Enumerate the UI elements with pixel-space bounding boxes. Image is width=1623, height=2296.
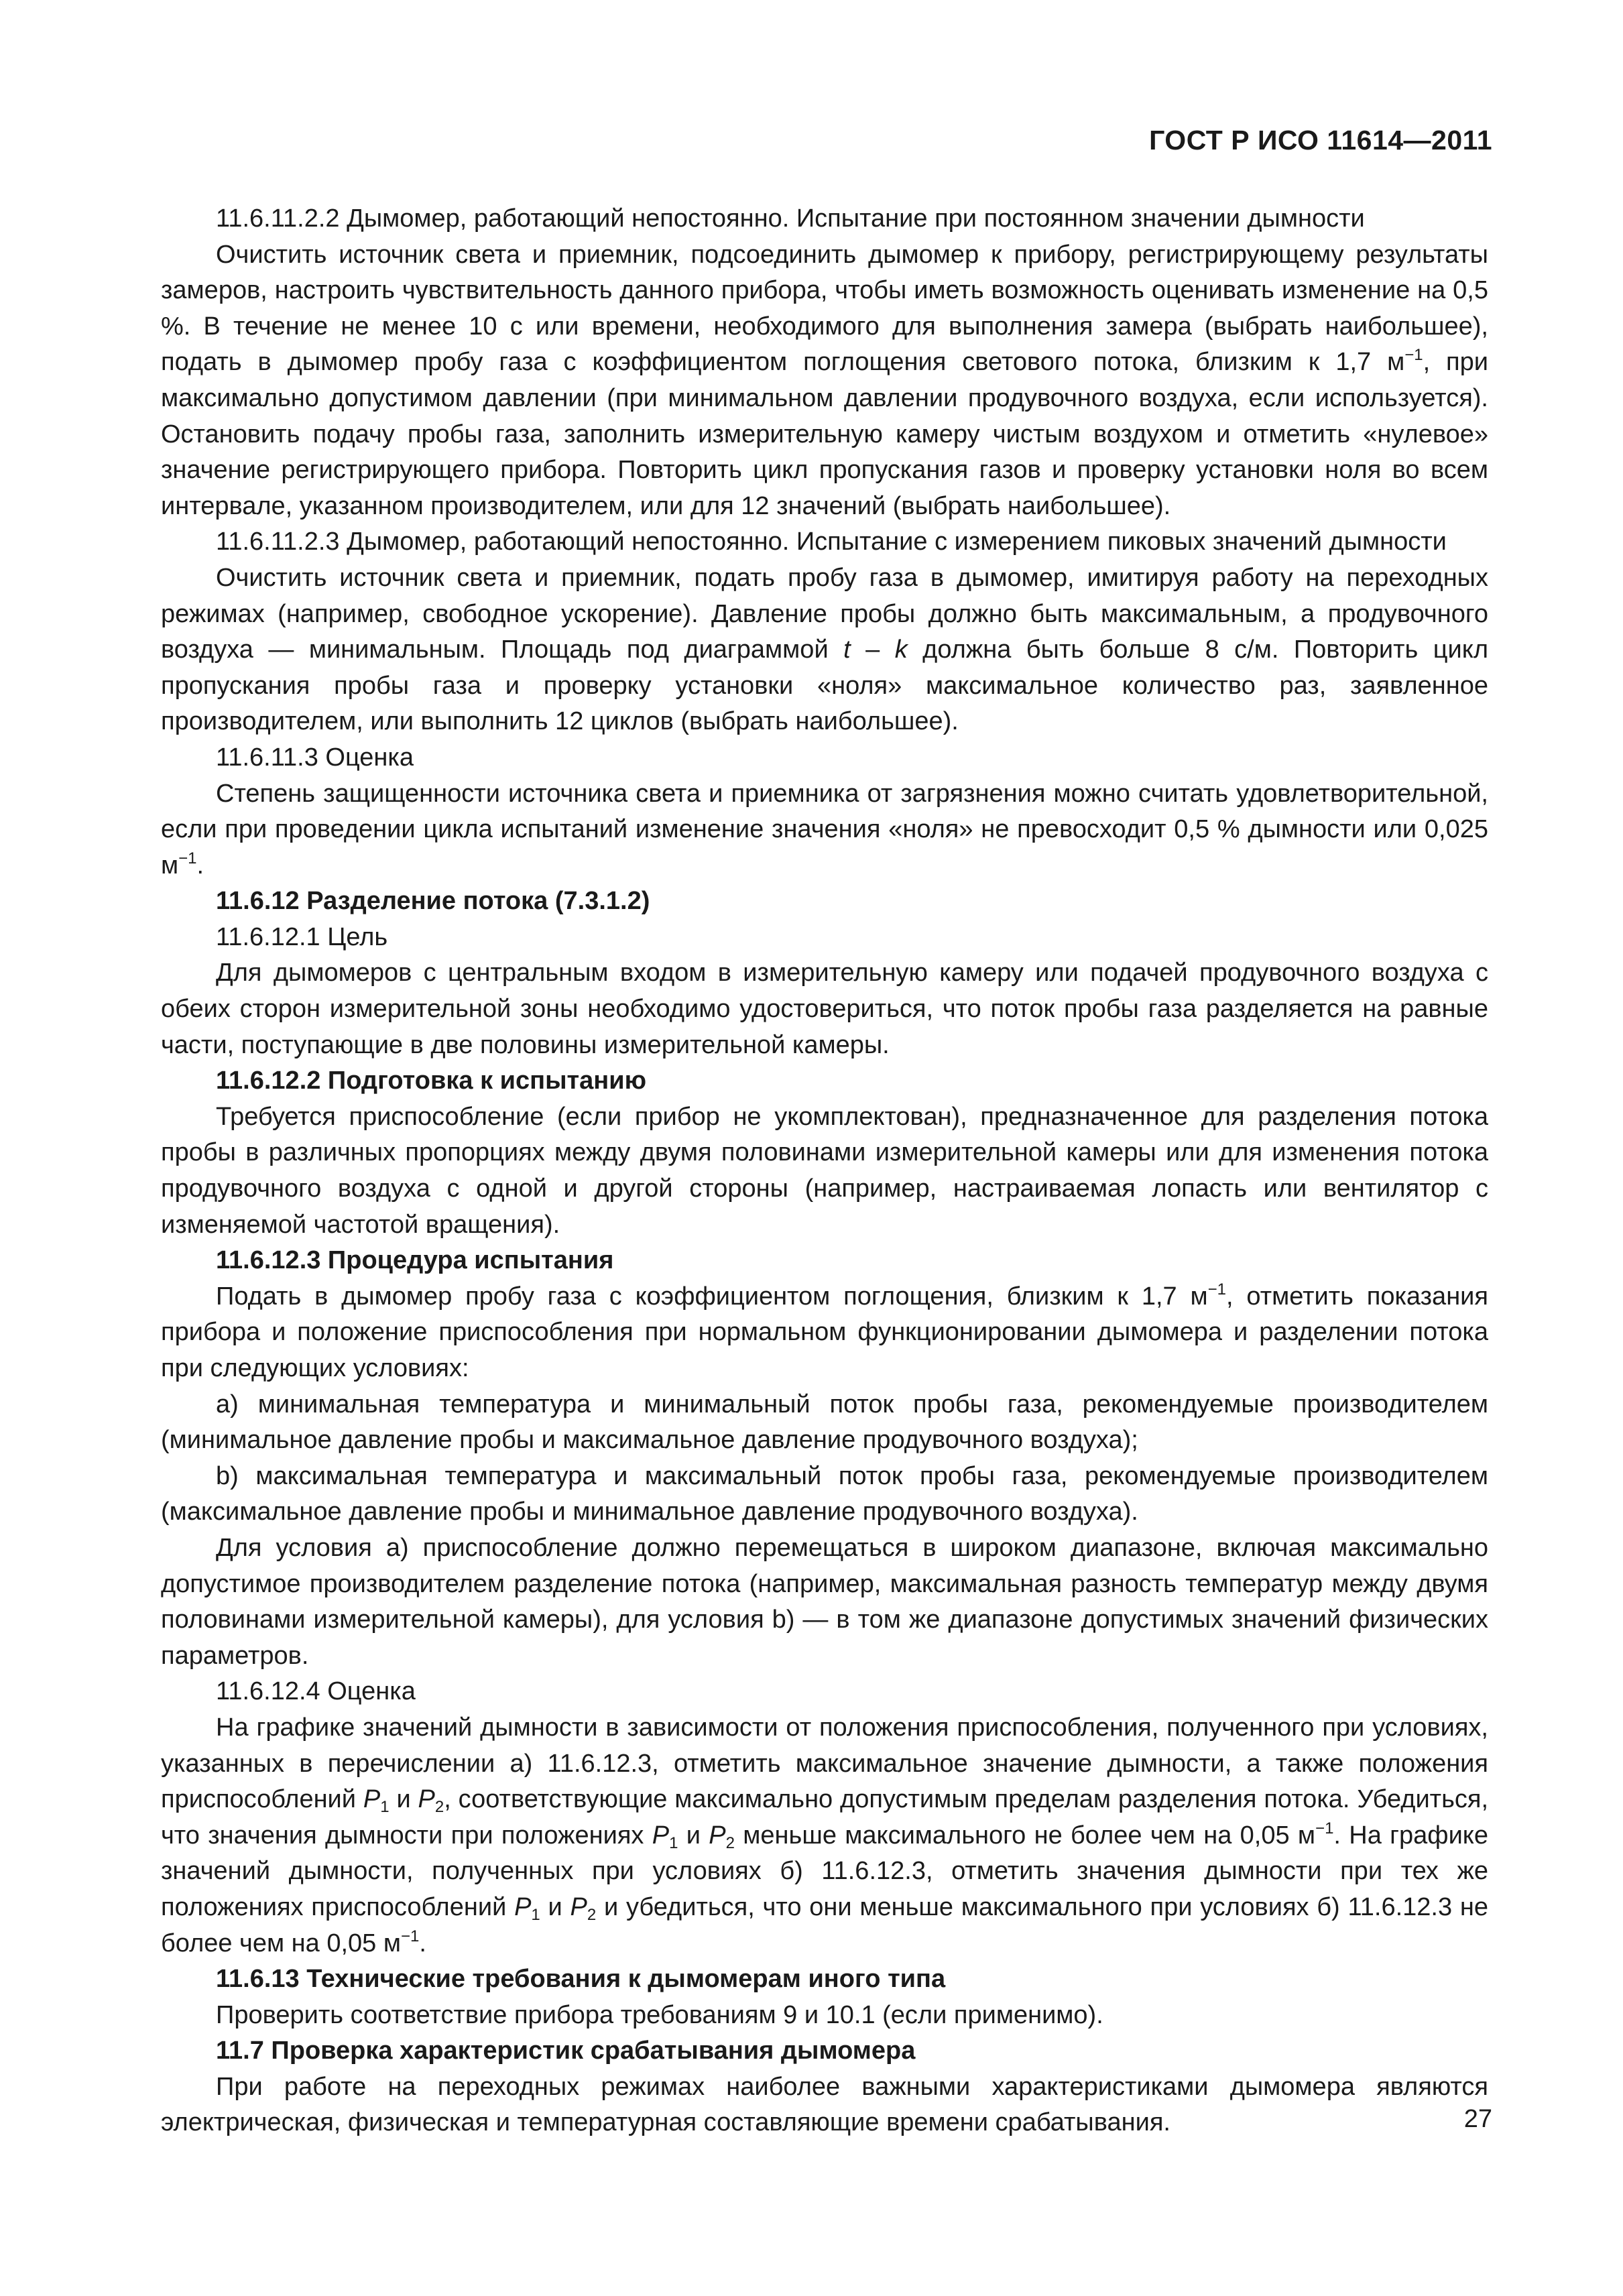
- body-paragraph: 11.6.12.4 Оценка: [216, 1677, 416, 1706]
- body-paragraph: 11.6.12.1 Цель: [216, 922, 388, 951]
- body-paragraph: Требуется приспособление (если прибор не укомплектован), предназначенное для разделения потока пробы в различных пропорциях между двумя половинами измерительной камеры или для изменения потока продувочного воздуха с одной и другой стороны (например, настраиваемая лопасть или вентилятор с изменяемой частотой вращения).: [161, 1102, 1488, 1239]
- document-header: ГОСТ Р ИСО 11614—2011: [1149, 125, 1492, 156]
- body-paragraph: Степень защищенности источника света и приемника от загрязнения можно считать удовлетворительной, если при проведении цикла испытаний изменение значения «ноля» не превосходит 0,5 % дымности или 0,025 $м^{-1}$.: [161, 779, 1488, 880]
- body-paragraph: На графике значений дымности в зависимости от положения приспособления, полученного при условиях, указанных в перечислении а) 11.6.12.3, отметить максимальное значение дымности, а также положения приспособлений $P_1$ и $P_2$, соответствующие максимально допустимым пределам разделения потока. Убедиться, что значения дымности при положениях $P_1$ и $P_2$ меньше максимального не более чем на 0,05 $м^{-1}$. На графике значений дымности, полученных при условиях б) 11.6.12.3, отметить значения дымности при тех же положениях приспособлений $P_1$ и $P_2$ и убедиться, что они меньше максимального при условиях б) 11.6.12.3 не более чем на 0,05 $м^{-1}$.: [161, 1713, 1489, 1957]
- body-paragraph: 11.6.11.2.2 Дымомер, работающий непостоянно. Испытание при постоянном значении дымности: [216, 204, 1365, 233]
- body-paragraph: Подать в дымомер пробу газа с коэффициентом поглощения, близким к 1,7 $м^{-1}$, отметить показания прибора и положение приспособления при нормальном функционировании дымомера и разделении потока при следующих условиях:: [161, 1280, 1488, 1382]
- body-paragraph: b) максимальная температура и максимальный поток пробы газа, рекомендуемые производителем (максимальное давление пробы и минимальное давление продувочного воздуха).: [161, 1461, 1488, 1526]
- page-number: 27: [1463, 2105, 1492, 2133]
- body-paragraph: а) минимальная температура и минимальный поток пробы газа, рекомендуемые производителем (минимальное давление пробы и максимальное давление продувочного воздуха);: [161, 1390, 1488, 1455]
- body-paragraph: Для дымомеров с центральным входом в измерительную камеру или подачей продувочного воздуха с обеих сторон измерительной зоны необходимо удостовериться, что поток пробы газа разделяется на равные части, поступающие в две половины измерительной камеры.: [161, 959, 1488, 1059]
- section-heading: 11.7 Проверка характеристик срабатывания дымомера: [216, 2037, 916, 2065]
- document-body: [161, 201, 1488, 2141]
- body-paragraph: При работе на переходных режимах наиболее важными характеристиками дымомера являются электрическая, физическая и температурная составляющие времени срабатывания.: [161, 2072, 1488, 2137]
- section-heading: 11.6.13 Технические требования к дымомерам иного типа: [216, 1965, 946, 1994]
- body-paragraph: 11.6.11.3 Оценка: [216, 743, 414, 772]
- body-paragraph: Очистить источник света и приемник, подать пробу газа в дымомер, имитируя работу на переходных режимах (например, свободное ускорение). Давление пробы должно быть максимальным, а продувочного воздуха — минимальным. Площадь под диаграммой t – k должна быть больше 8 с/м. Повторить цикл пропускания пробы газа и проверку установки «ноля» максимальное количество раз, заявленное производителем, или выполнить 12 циклов (выбрать наибольшее).: [161, 563, 1488, 736]
- section-heading: 11.6.12 Разделение потока (7.3.1.2): [216, 887, 650, 916]
- body-paragraph: 11.6.11.2.3 Дымомер, работающий непостоянно. Испытание с измерением пиковых значений дымности: [216, 528, 1447, 556]
- body-paragraph: Проверить соответствие прибора требованиям 9 и 10.1 (если применимо).: [216, 2000, 1103, 2029]
- body-paragraph: Для условия а) приспособление должно перемещаться в широком диапазоне, включая максимально допустимое производителем разделение потока (например, максимальная разность температур между двумя половинами измерительной камеры), для условия b) — в том же диапазоне допустимых значений физических параметров.: [161, 1533, 1488, 1670]
- body-paragraph: Очистить источник света и приемник, подсоединить дымомер к прибору, регистрирующему результаты замеров, настроить чувствительность данного прибора, чтобы иметь возможность оценивать изменение на 0,5 %. В течение не менее 10 с или времени, необходимого для выполнения замера (выбрать наибольшее), подать в дымомер пробу газа с коэффициентом поглощения светового потока, близким к 1,7 $м^{-1}$, при максимально допустимом давлении (при минимальном давлении продувочного воздуха, если используется). Остановить подачу пробы газа, заполнить измерительную камеру чистым воздухом и отметить «нулевое» значение регистрирующего прибора. Повторить цикл пропускания газов и проверку установки ноля во всем интервале, указанном производителем, или для 12 значений (выбрать наибольшее).: [161, 240, 1488, 520]
- section-heading: 11.6.12.3 Процедура испытания: [216, 1246, 614, 1275]
- section-heading: 11.6.12.2 Подготовка к испытанию: [216, 1067, 647, 1095]
